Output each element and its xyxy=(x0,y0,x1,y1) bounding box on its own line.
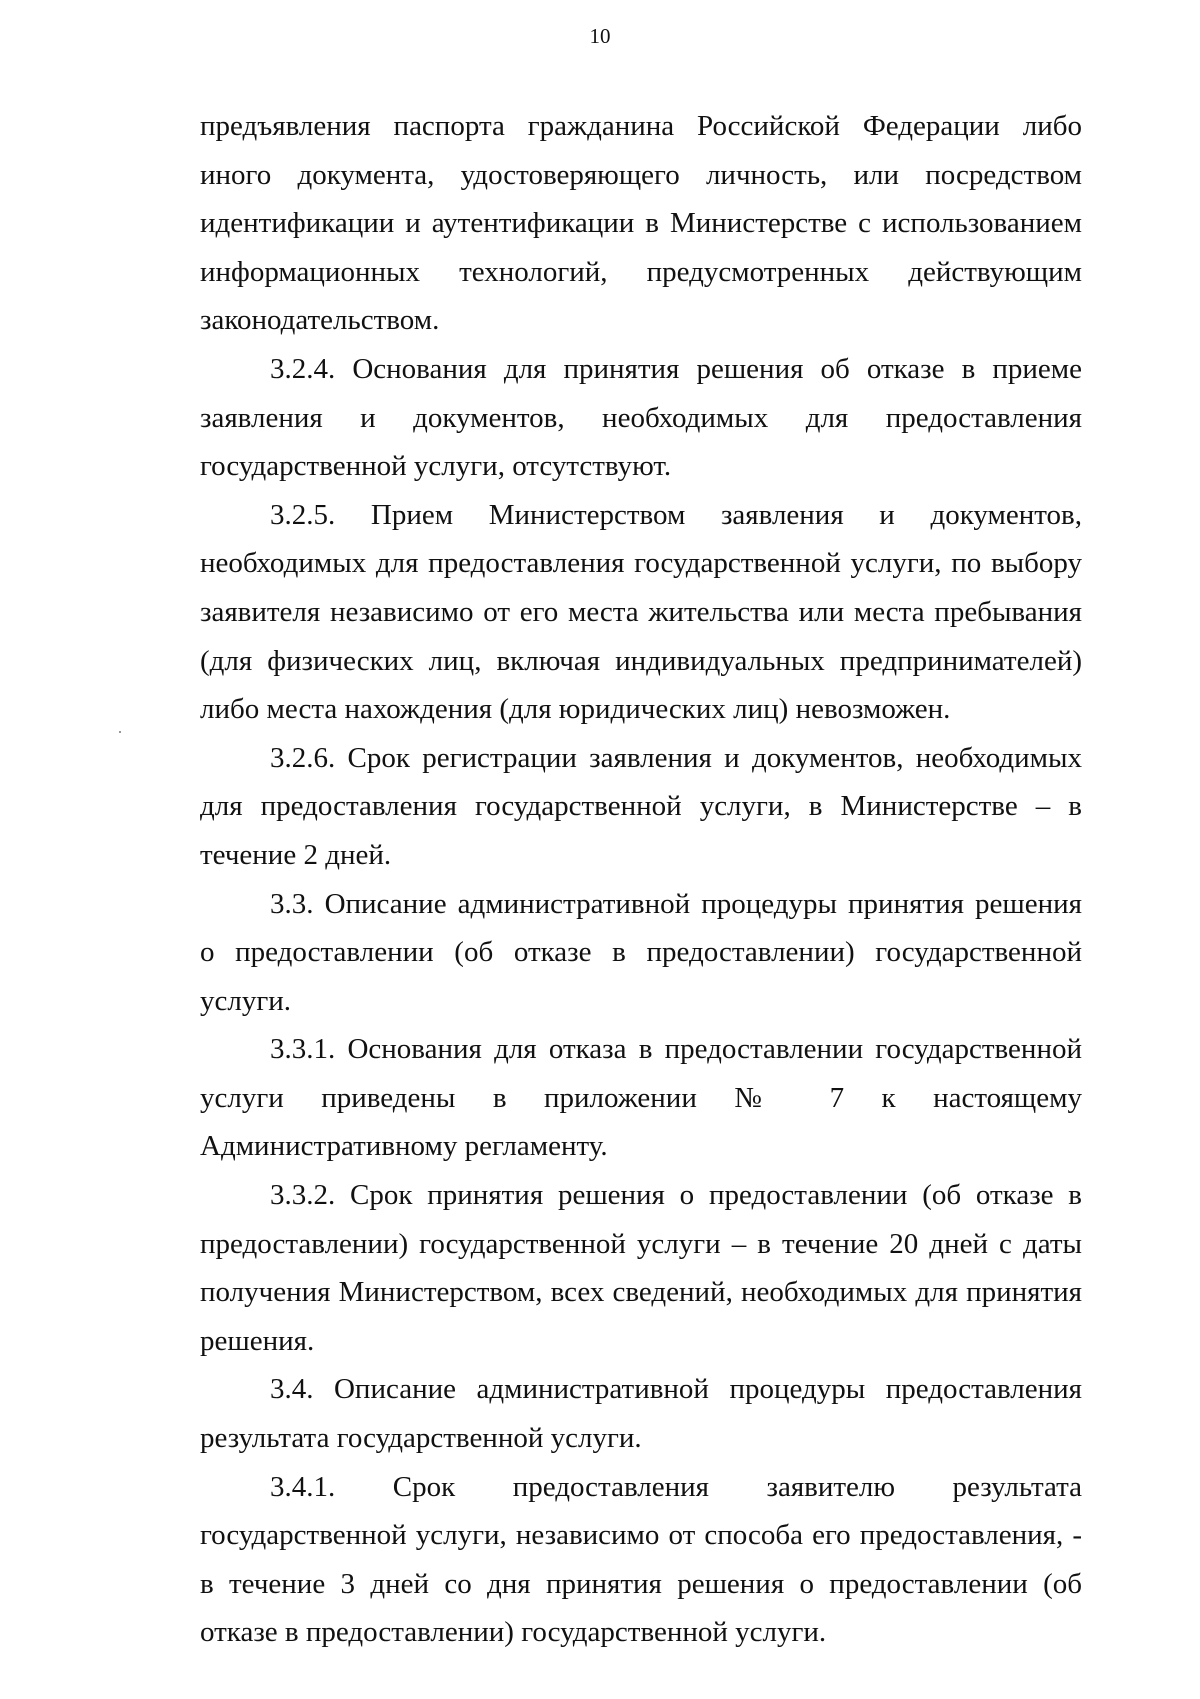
paragraph-3-3-1: 3.3.1. Основания для отказа в предоставлении государственной услуги приведены в приложении № 7 к настоящему Административному регламенту. xyxy=(200,1033,1082,1163)
paragraph-continuation: предъявления паспорта гражданина Российской Федерации либо иного документа, удостоверяющего личность, или посредством идентификации и аутентификации в Министерстве с использованием информационных технологий, предусмотренных действующим законодательством. xyxy=(200,110,1082,337)
paragraph-3-4-1: 3.4.1. Срок предоставления заявителю результата государственной услуги, независимо от способа его предоставления, - в течение 3 дней со дня принятия решения о предоставлении (об отказе в предоставлении) государственной услуги. xyxy=(200,1470,1082,1649)
paragraph-3-2-4: 3.2.4. Основания для принятия решения об отказе в приеме заявления и документов, необходимых для предоставления государственной услуги, отсутствуют. xyxy=(200,352,1082,483)
paragraph-3-4: 3.4. Описание административной процедуры предоставления результата государственной услуги. xyxy=(200,1373,1082,1455)
paragraph-3-2-5: 3.2.5. Прием Министерством заявления и документов, необходимых для предоставления государственной услуги, по выбору заявителя независимо от его места жительства или места пребывания (для физических лиц, включая индивидуальных предпринимателей) либо места нахождения (для юридических лиц) невозможен. xyxy=(200,498,1082,726)
scan-speck xyxy=(119,731,121,733)
paragraph-3-3-2: 3.3.2. Срок принятия решения о предоставлении (об отказе в предоставлении) государственной услуги – в течение 20 дней с даты получения Министерством, всех сведений, необходимых для принятия решения. xyxy=(200,1179,1082,1357)
paragraph-3-2-6: 3.2.6. Срок регистрации заявления и документов, необходимых для предоставления государственной услуги, в Министерстве – в течение 2 дней. xyxy=(200,741,1082,871)
paragraph-3-3: 3.3. Описание административной процедуры принятия решения о предоставлении (об отказе в предоставлении) государственной услуги. xyxy=(200,887,1082,1017)
page-number: 10 xyxy=(589,24,611,48)
document-body xyxy=(200,102,1082,1657)
